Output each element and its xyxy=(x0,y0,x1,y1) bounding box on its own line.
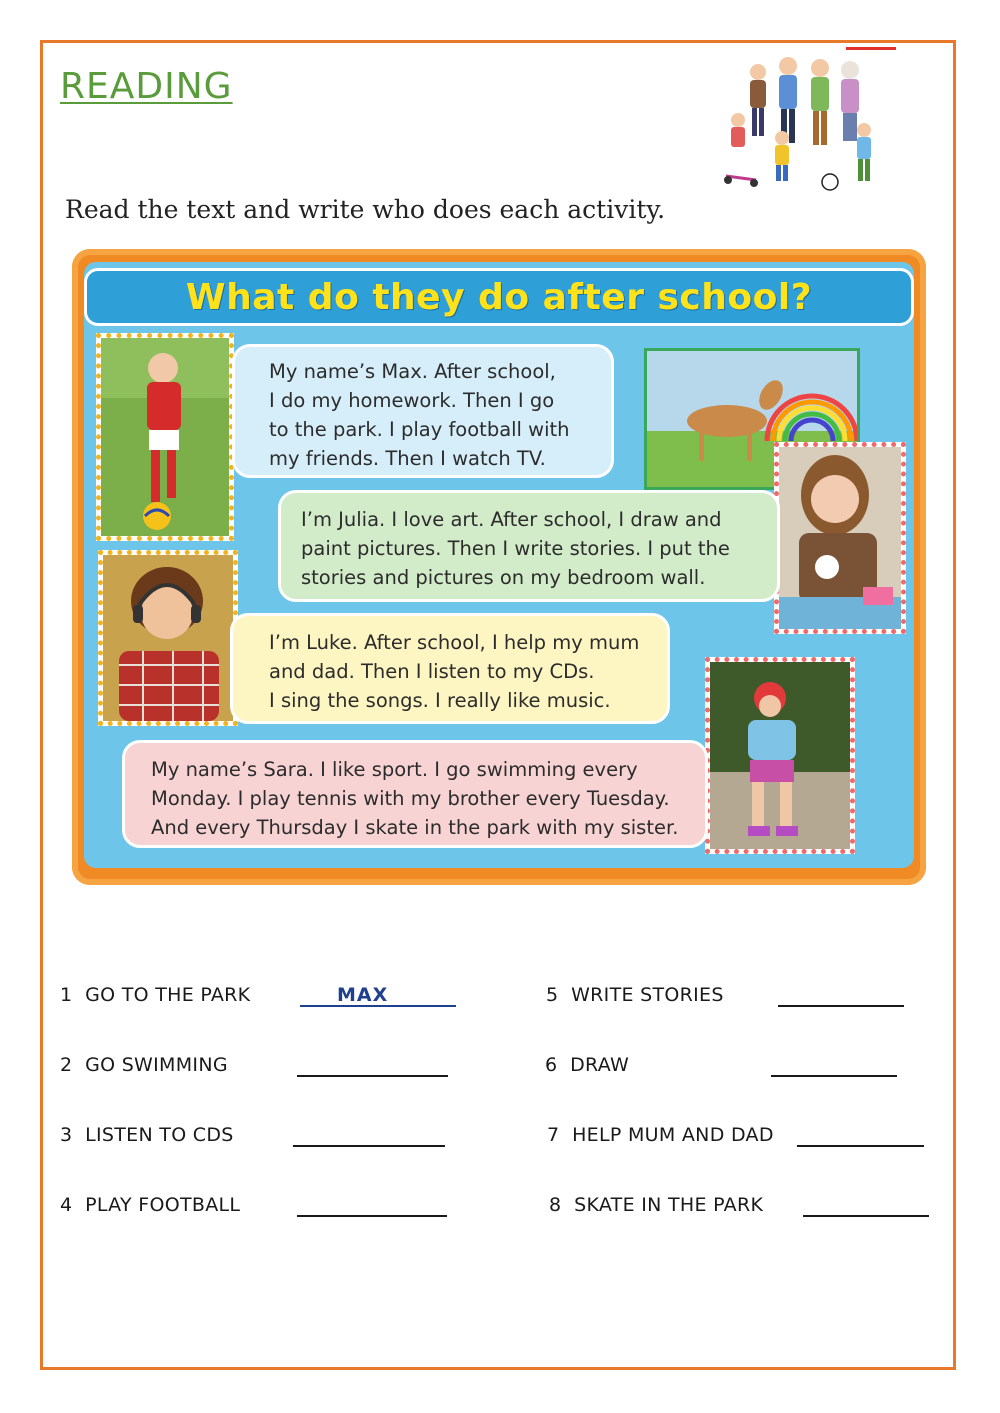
exercise-number: 7 xyxy=(547,1124,560,1146)
exercise-number: 8 xyxy=(549,1194,562,1216)
photo-luke-headphones xyxy=(98,550,238,726)
exercise-activity: SKATE IN THE PARK xyxy=(574,1194,764,1216)
exercise-item-3 xyxy=(60,1124,234,1146)
answer-field-3[interactable] xyxy=(293,1145,445,1147)
family-adult-figure xyxy=(750,64,766,136)
text-line: My name’s Max. After school, xyxy=(269,360,556,383)
exercise-activity: LISTEN TO CDS xyxy=(85,1124,234,1146)
exercise-number: 4 xyxy=(60,1194,73,1216)
exercise-number: 6 xyxy=(545,1054,558,1076)
text-line: stories and pictures on my bedroom wall. xyxy=(301,566,706,589)
text-line: to the park. I play football with xyxy=(269,418,570,441)
text-line: I sing the songs. I really like music. xyxy=(269,689,611,712)
exercise-item-7 xyxy=(547,1124,774,1146)
photo-julia-painting xyxy=(774,442,906,634)
exercise-item-2 xyxy=(60,1054,228,1076)
answer-field-6[interactable] xyxy=(771,1075,897,1077)
exercise-activity: GO SWIMMING xyxy=(85,1054,228,1076)
football-icon xyxy=(822,174,838,190)
exercise-item-4 xyxy=(60,1194,240,1216)
answer-field-7[interactable] xyxy=(797,1145,924,1147)
exercise-number: 5 xyxy=(546,984,559,1006)
photo-sara-skating xyxy=(705,657,855,854)
family-adult-figure xyxy=(811,59,829,145)
instruction-text: Read the text and write who does each activity. xyxy=(65,195,666,224)
exercise-activity: PLAY FOOTBALL xyxy=(85,1194,241,1216)
family-illustration xyxy=(716,46,900,196)
answer-field-1[interactable]: MAX xyxy=(337,984,389,1006)
exercise-item-6 xyxy=(545,1054,629,1076)
answer-field-2[interactable] xyxy=(297,1075,448,1077)
text-line: Monday. I play tennis with my brother every Tuesday. xyxy=(151,787,670,810)
photo-max-football xyxy=(96,333,234,541)
text-line: I’m Luke. After school, I help my mum xyxy=(269,631,640,654)
text-line: I’m Julia. I love art. After school, I draw and xyxy=(301,508,722,531)
answer-field-8[interactable] xyxy=(803,1215,929,1217)
exercise-item-5 xyxy=(546,984,724,1006)
answer-field-4[interactable] xyxy=(297,1215,447,1217)
family-child-figure xyxy=(775,131,789,181)
text-line: paint pictures. Then I write stories. I put the xyxy=(301,537,730,560)
exercise-item-1 xyxy=(60,984,250,1006)
text-line: I do my homework. Then I go xyxy=(269,389,555,412)
text-line: My name’s Sara. I like sport. I go swimming every xyxy=(151,758,638,781)
answer-line-1 xyxy=(300,1005,456,1007)
exercise-number: 3 xyxy=(60,1124,73,1146)
headline-bar xyxy=(84,268,914,326)
text-bubble-julia xyxy=(278,490,780,602)
answer-field-5[interactable] xyxy=(778,1005,904,1007)
text-bubble-luke xyxy=(230,613,670,724)
headline-text: What do they do after school? xyxy=(185,276,813,318)
family-child-figure xyxy=(857,123,871,181)
text-line: and dad. Then I listen to my CDs. xyxy=(269,660,595,683)
family-adult-figure xyxy=(841,61,859,141)
text-bubble-sara xyxy=(122,740,708,848)
family-adult-figure xyxy=(779,57,797,143)
exercise-activity: DRAW xyxy=(570,1054,630,1076)
text-bubble-max xyxy=(232,344,614,478)
text-line: And every Thursday I skate in the park with my sister. xyxy=(151,816,679,839)
page-title: READING xyxy=(60,66,233,107)
exercise-number: 1 xyxy=(60,984,73,1006)
exercise-activity: GO TO THE PARK xyxy=(85,984,251,1006)
exercise-number: 2 xyxy=(60,1054,73,1076)
text-line: my friends. Then I watch TV. xyxy=(269,447,546,470)
exercise-item-8 xyxy=(549,1194,763,1216)
exercise-activity: HELP MUM AND DAD xyxy=(572,1124,774,1146)
exercise-activity: WRITE STORIES xyxy=(571,984,724,1006)
